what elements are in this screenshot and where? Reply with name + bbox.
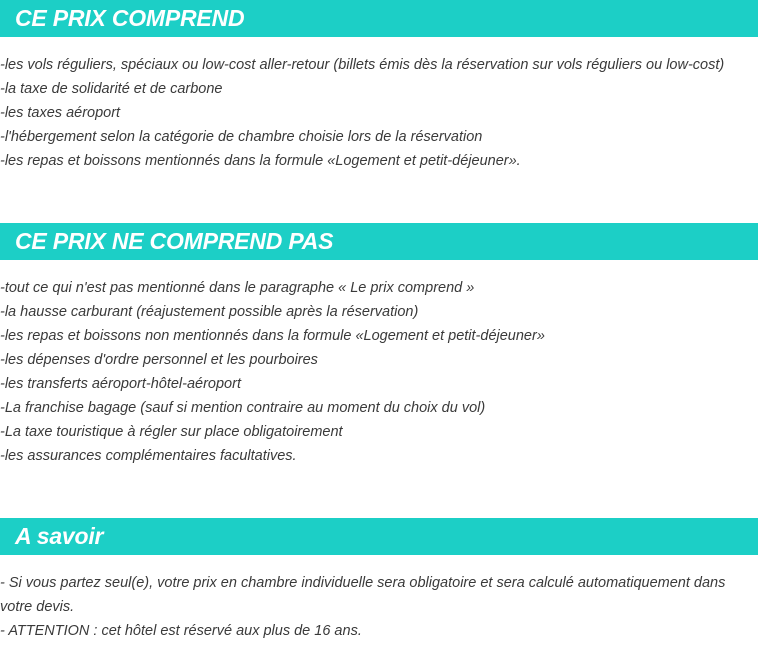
section-header-not-included [0,223,758,260]
list-item: -La taxe touristique à régler sur place obligatoirement [0,424,343,440]
section-title-good-to-know: A savoir [15,523,104,549]
list-item: -les transferts aéroport-hôtel-aéroport [0,376,241,392]
section-header-included [0,0,758,37]
list-item: -la taxe de solidarité et de carbone [0,81,223,97]
section-title-not-included: CE PRIX NE COMPREND PAS [15,228,334,254]
list-item: -La franchise bagage (sauf si mention contraire au moment du choix du vol) [0,400,486,416]
list-item: -les repas et boissons non mentionnés dans la formule «Logement et petit-déjeuner» [0,328,545,344]
list-item: -la hausse carburant (réajustement possible après la réservation) [0,304,419,320]
section-header-good-to-know [0,518,758,555]
list-item: -les vols réguliers, spéciaux ou low-cost aller-retour (billets émis dès la réservation sur vols réguliers ou low-cost) [0,57,725,73]
list-item: -les assurances complémentaires facultatives. [0,448,297,464]
list-item: -les taxes aéroport [0,105,121,121]
list-item: -l'hébergement selon la catégorie de chambre choisie lors de la réservation [0,129,483,145]
section-title-included: CE PRIX COMPREND [15,5,245,31]
info-paragraph-age-restriction: - ATTENTION : cet hôtel est réservé aux plus de 16 ans. [0,623,362,639]
list-item: -les dépenses d'ordre personnel et les pourboires [0,352,318,368]
info-paragraph-single-room: - Si vous partez seul(e), votre prix en chambre individuelle sera obligatoire et sera calculé automatiquement dans votre devis. [0,575,726,615]
included-list [0,53,758,173]
list-item: -les repas et boissons mentionnés dans la formule «Logement et petit-déjeuner». [0,153,521,169]
list-item: -tout ce qui n'est pas mentionné dans le paragraphe « Le prix comprend » [0,280,475,296]
not-included-list [0,276,758,468]
